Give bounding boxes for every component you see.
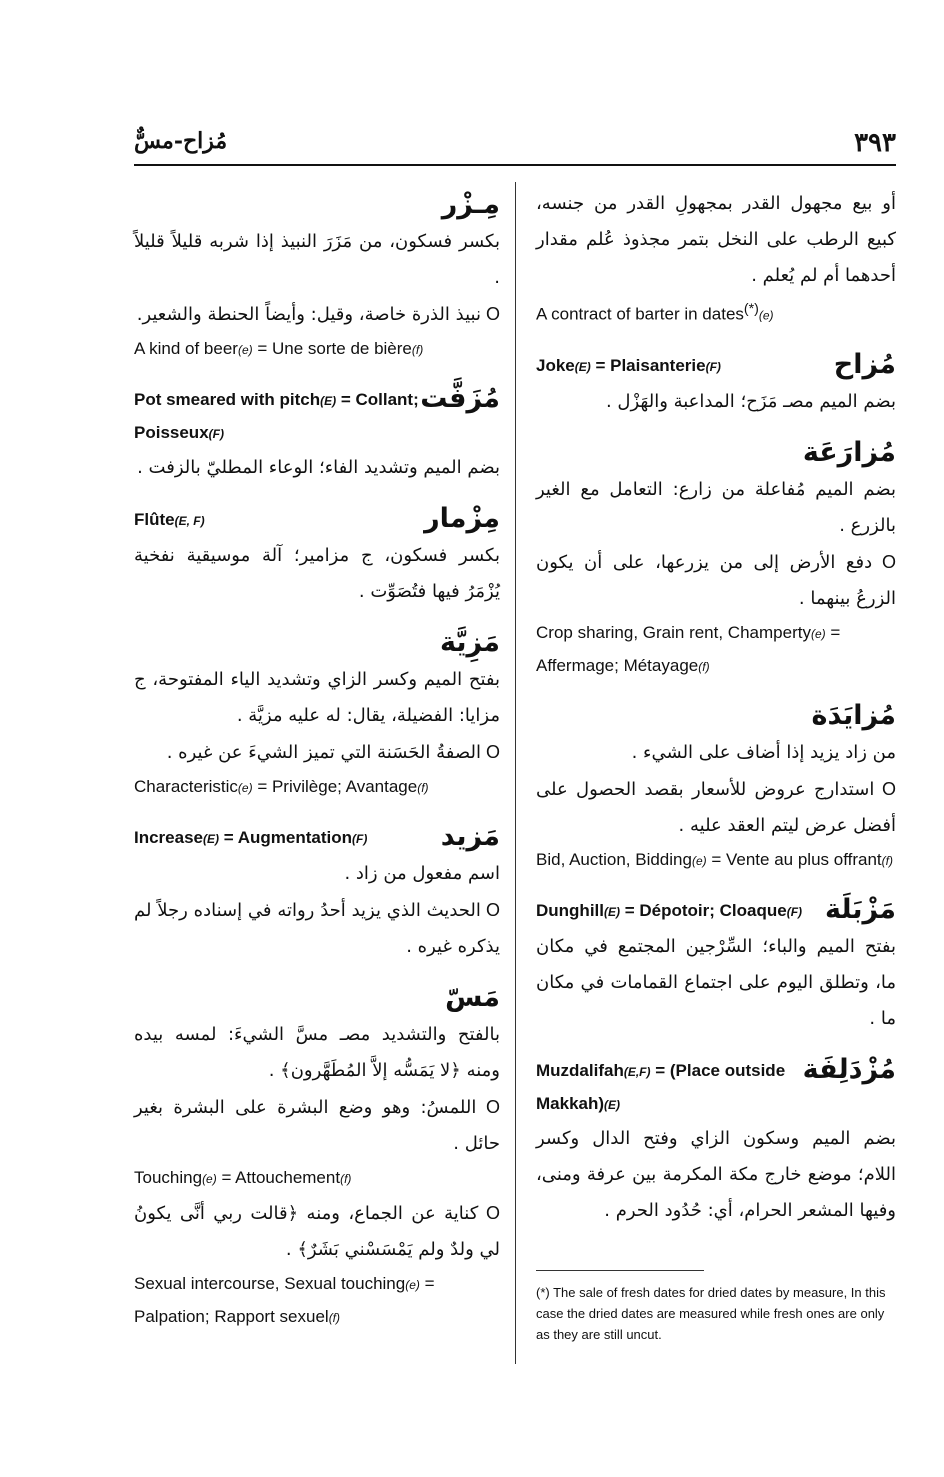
headword: مُزايَدَة (811, 699, 896, 731)
lang-tag: (f) (340, 1172, 352, 1186)
english-equivalent (134, 1162, 500, 1195)
eqv-text: = Augmentation (219, 828, 353, 847)
lang-tag: (f) (698, 659, 710, 674)
left-column (134, 186, 500, 1348)
headword: مُزْدَلِفَة (802, 1053, 896, 1085)
definition-bullet: O الحديث الذي يزيد أحدُ رواته في إسناده رجلاً لم يذكره غيره . (134, 892, 500, 965)
eqv-text: = Plaisanterie (590, 355, 706, 375)
entry-head (536, 1051, 896, 1121)
inline-equivalent (536, 1051, 803, 1121)
definition-bullet: O نبيذ الذرة خاصة، وقيل: وأيضاً الحنطة والشعير. (134, 296, 500, 333)
headword: مَزِيَّة (439, 627, 500, 658)
lang-tag: (F) (352, 832, 368, 846)
definition-text: اسم مفعول من زاد . (344, 863, 500, 884)
lang-tag: (e) (691, 853, 707, 868)
headword: مِزْمار (424, 503, 500, 534)
eqv-text: Bid, Auction, Bidding (536, 849, 692, 869)
definition-bullet: O اللمسُ: وهو وضع البشرة على البشرة بغير حائل . (134, 1089, 500, 1162)
headword: مِـزْر (441, 189, 500, 220)
page-number: ٣٩٣ (854, 128, 896, 158)
entry-mazid (134, 818, 500, 965)
eqv-text: A kind of beer (134, 339, 238, 358)
eqv-text: Dunghill (536, 900, 604, 920)
english-equivalent (134, 1268, 500, 1334)
eqv-text: A contract of barter in dates (536, 304, 744, 324)
lang-tag: (f) (417, 781, 429, 795)
entry-mazbala (536, 891, 896, 1037)
eqv-text: = Palpation; Rapport sexuel (134, 1274, 435, 1326)
definition-text: بكسر فسكون، ج مزامير؛ آلة موسيقية نفخية يُزْمَرُ فيها فتُصَوِّت . (134, 545, 500, 602)
definition-bullet: O الصفةُ الحَسَنة التي تميز الشيءَ عن غيره . (134, 734, 500, 771)
inline-equivalent (134, 500, 205, 537)
inline-equivalent (134, 818, 367, 855)
footnote: (*) The sale of fresh dates for dried dates by measure, In this case the dried dates are measured while fresh ones are only as they are still uncut. (536, 1285, 886, 1342)
running-head: مُزاح-مسٌّ (134, 128, 228, 154)
right-column (536, 186, 896, 1243)
lang-tag: (e) (810, 626, 826, 641)
eqv-text: = Vente au plus offrant (706, 849, 882, 869)
lang-tag: (E) (320, 394, 337, 408)
lang-tag: (F) (208, 427, 224, 441)
entry-continuation (536, 186, 896, 332)
lang-tag: (E, F) (174, 514, 205, 528)
headword: مَزْبَلَة (824, 893, 896, 925)
entry-mizah (536, 346, 896, 420)
lang-tag: (F) (705, 359, 721, 374)
entry-mass (134, 979, 500, 1334)
inline-equivalent (536, 891, 802, 928)
definition-text: بضم الميم مصـ مَزَح؛ المداعبة والهَزْل . (605, 390, 896, 412)
lang-tag: (E) (203, 832, 219, 846)
entry-head (134, 380, 500, 450)
lang-tag: (E) (603, 904, 620, 919)
entry-muzaffat (134, 380, 500, 486)
eqv-text: Pot smeared with pitch (134, 390, 321, 409)
english-equivalent (134, 771, 500, 804)
entry-head (536, 346, 896, 384)
headword: مُزارَعَة (802, 436, 896, 468)
definition-text: بضم الميم مُفاعلة من زارع: التعامل مع الغير بالزرع . (536, 478, 896, 536)
eqv-text: = Une sorte de bière (252, 339, 412, 358)
lang-tag: (E) (604, 1097, 621, 1112)
lang-tag: (F) (786, 904, 803, 919)
eqv-text: = (Place outside Makkah) (536, 1060, 786, 1113)
definition-bullet: O استدارج عروض للأسعار بقصد الحصول على أفضل عرض ليتم العقد عليه . (536, 771, 896, 844)
definition-bullet: O دفع الأرض إلى من يزرعها، على أن يكون الزرعُ بينهما . (536, 544, 896, 617)
lang-tag: (e) (237, 781, 253, 795)
entry-mizmar (134, 500, 500, 610)
definition-text: بفتح الميم والباء؛ السِّرْجين المجتمع في مكان ما، وتطلق اليوم على اجتماع القمامات في مكان ما . (536, 935, 896, 1029)
inline-equivalent (536, 346, 721, 383)
lang-tag: (f) (411, 343, 424, 357)
entry-maziyya (134, 624, 500, 804)
entry-head (134, 500, 500, 538)
eqv-text: Increase (134, 828, 203, 847)
lang-tag: (e) (405, 1278, 420, 1292)
english-equivalent (536, 844, 896, 877)
headword: مَزيد (440, 821, 500, 852)
eqv-text: = Privilège; Avantage (252, 777, 418, 796)
entry-muzaraa (536, 434, 896, 683)
eqv-text: = Dépotoir; Cloaque (619, 900, 787, 920)
lang-tag: (f) (881, 853, 893, 868)
english-equivalent (536, 294, 896, 332)
definition-text: بكسر فسكون، من مَزَرَ النبيذ إذا شربه قليلاً قليلاً . (134, 231, 500, 288)
lang-tag: (e) (237, 343, 253, 357)
lang-tag: (E,F) (623, 1064, 651, 1079)
lang-tag: (e) (758, 308, 774, 323)
inline-equivalent (134, 380, 420, 450)
entry-head (536, 891, 896, 929)
entry-head (134, 818, 500, 856)
headword: مُزَفَّت (420, 383, 500, 414)
eqv-text: Characteristic (134, 777, 238, 796)
eqv-text: Crop sharing, Grain rent, Champerty (536, 622, 811, 642)
definition-text: من زاد يزيد إذا أضاف على الشيء . (631, 741, 896, 763)
footnote-rule (536, 1270, 704, 1271)
definition-text: بفتح الميم وكسر الزاي وتشديد الياء المفتوحة، ج مزايا: الفضيلة، يقال: له عليه مزيَّة . (134, 669, 500, 726)
lang-tag: (E) (574, 359, 591, 374)
entry-muzayada (536, 697, 896, 877)
definition-text: بالفتح والتشديد مصـ مسَّ الشيءَ: لمسه بيده ومنه ﴿لا يَمَسُّه إلاَّ المُطَهَّرون﴾ . (134, 1024, 500, 1081)
header-rule (134, 164, 896, 166)
english-equivalent (536, 617, 896, 683)
footnote-mark: (*) (743, 301, 759, 317)
eqv-text: Sexual intercourse, Sexual touching (134, 1274, 406, 1293)
page-header (134, 128, 896, 162)
definition-text: بضم الميم وسكون الزاي وفتح الدال وكسر اللام؛ موضع خارج مكة المكرمة بين عرفة ومنى، وفيها المشعر الحرام، أي: حُدُود الحرم . (536, 1127, 896, 1221)
lang-tag: (e) (202, 1172, 217, 1186)
headword: مُزاح (833, 348, 896, 380)
lang-tag: (f) (328, 1311, 341, 1325)
eqv-text: Touching (134, 1168, 203, 1187)
eqv-text: Joke (536, 355, 575, 375)
eqv-text: = Collant; Poisseux (134, 390, 419, 442)
column-divider (515, 182, 516, 1364)
entry-muzdalifa (536, 1051, 896, 1229)
eqv-text: Muzdalifah (536, 1060, 624, 1080)
eqv-text: = Affermage; Métayage (536, 622, 841, 675)
headword: مَسّ (445, 982, 500, 1013)
eqv-text: Flûte (134, 510, 175, 529)
definition-text: أو بيع مجهول القدر بمجهولِ القدر من جنسه، كبيع الرطب على النخل بتمر مجذوذ عُلم مقدار أحدهما أم لم يُعلم . (536, 193, 896, 286)
definition-text: بضم الميم وتشديد الفاء؛ الوعاء المطليّ بالزفت . (137, 457, 500, 478)
entry-mizr (134, 186, 500, 366)
eqv-text: = Attouchement (216, 1168, 341, 1187)
definition-bullet: O كناية عن الجماع، ومنه ﴿قالت ربي أنَّى يكونُ لي ولدٌ ولم يَمْسَسْني بَشَرٌ﴾ . (134, 1195, 500, 1268)
english-equivalent (134, 333, 500, 366)
